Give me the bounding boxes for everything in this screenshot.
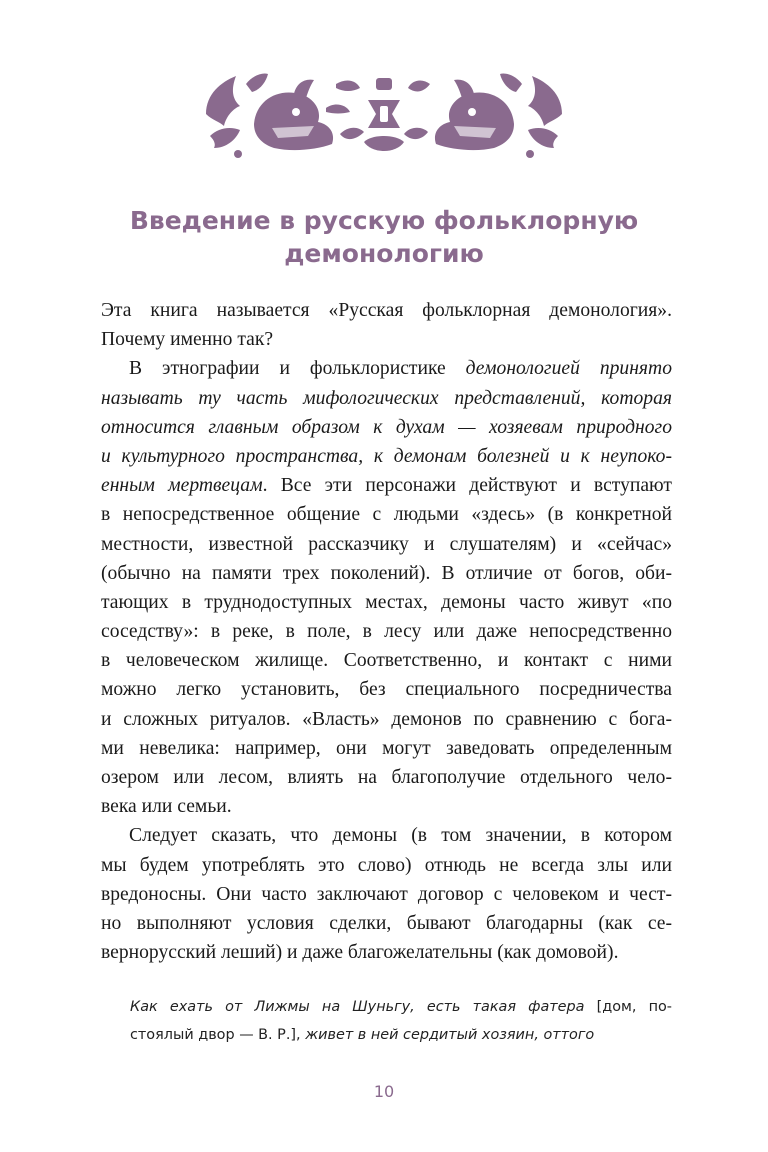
- quote-line: [130, 993, 672, 1021]
- text-line: вернорусский леший) и даже благожелательны (как домовой).: [101, 942, 619, 964]
- text-line: [101, 384, 672, 413]
- italic-text: енным мертвецам: [101, 475, 263, 497]
- text-line: [101, 471, 672, 500]
- italic-text: Как ехать от Лижмы на Шуньгу, есть такая фатера: [130, 999, 585, 1015]
- text-line: в человеческом жилище. Соответственно, и контакт с ними: [101, 650, 672, 672]
- chapter-title-line-1: Введение в русскую фольклорную: [129, 206, 639, 235]
- italic-term: демонологией принято: [465, 358, 672, 380]
- text-line: местности, известной рассказчику и слушателям) и «сейчас»: [101, 533, 672, 555]
- body-text: [101, 296, 672, 967]
- text-line: Следует сказать, что демоны (в том значении, в котором: [129, 825, 672, 847]
- quote-line: [130, 1021, 672, 1049]
- folk-ornament-icon: [196, 64, 572, 164]
- text-fragment: стоялый двор — В. Р.],: [130, 1027, 306, 1043]
- text-line: и сложных ритуалов. «Власть» демонов по сравнению с бога-: [101, 708, 672, 730]
- text-line: века или семьи.: [101, 796, 232, 818]
- page-number: 10: [373, 1082, 395, 1101]
- chapter-title: [60, 204, 708, 270]
- text-fragment: В этнографии и фольклористике: [129, 358, 466, 380]
- text-line: ми невелика: например, они могут заведовать определенным: [101, 737, 672, 759]
- italic-text: относится главным образом к духам — хозяевам природного: [101, 416, 672, 438]
- text-line: мы будем употреблять это слово) отнюдь не всегда злы или: [101, 854, 672, 876]
- text-fragment: . Все эти персонажи действуют и вступают: [262, 475, 672, 497]
- text-line: [101, 354, 672, 383]
- text-line: вредоносны. Они часто заключают договор с человеком и чест-: [101, 883, 672, 905]
- italic-text: называть ту часть мифологических представлений, которая: [101, 387, 672, 409]
- italic-text: живет в ней сердитый хозяин, оттого: [305, 1027, 595, 1043]
- text-line: (обычно на памяти трех поколений). В отличие от богов, оби-: [101, 562, 672, 584]
- text-line: тающих в труднодоступных местах, демоны часто живут «по: [101, 591, 672, 613]
- text-line: соседству»: в реке, в поле, в лесу или даже непосредственно: [101, 621, 672, 643]
- chapter-title-line-2: демонологию: [284, 239, 484, 268]
- italic-text: и культурного пространства, к демонам болезней и к неупоко-: [101, 445, 672, 467]
- text-line: [101, 442, 672, 471]
- text-line: можно легко установить, без специального посредничества: [101, 679, 672, 701]
- text-line: в непосредственное общение с людьми «здесь» (в конкретной: [101, 504, 672, 526]
- text-line: [101, 413, 672, 442]
- text-line: Почему именно так?: [101, 329, 274, 351]
- block-quote: [130, 993, 672, 1049]
- text-line: но выполняют условия сделки, бывают благодарны (как се-: [101, 912, 672, 934]
- text-line: Эта книга называется «Русская фольклорная демонология».: [101, 300, 672, 321]
- text-fragment: [дом, по-: [584, 999, 673, 1015]
- text-line: озером или лесом, влиять на благополучие отдельного чело-: [101, 767, 672, 788]
